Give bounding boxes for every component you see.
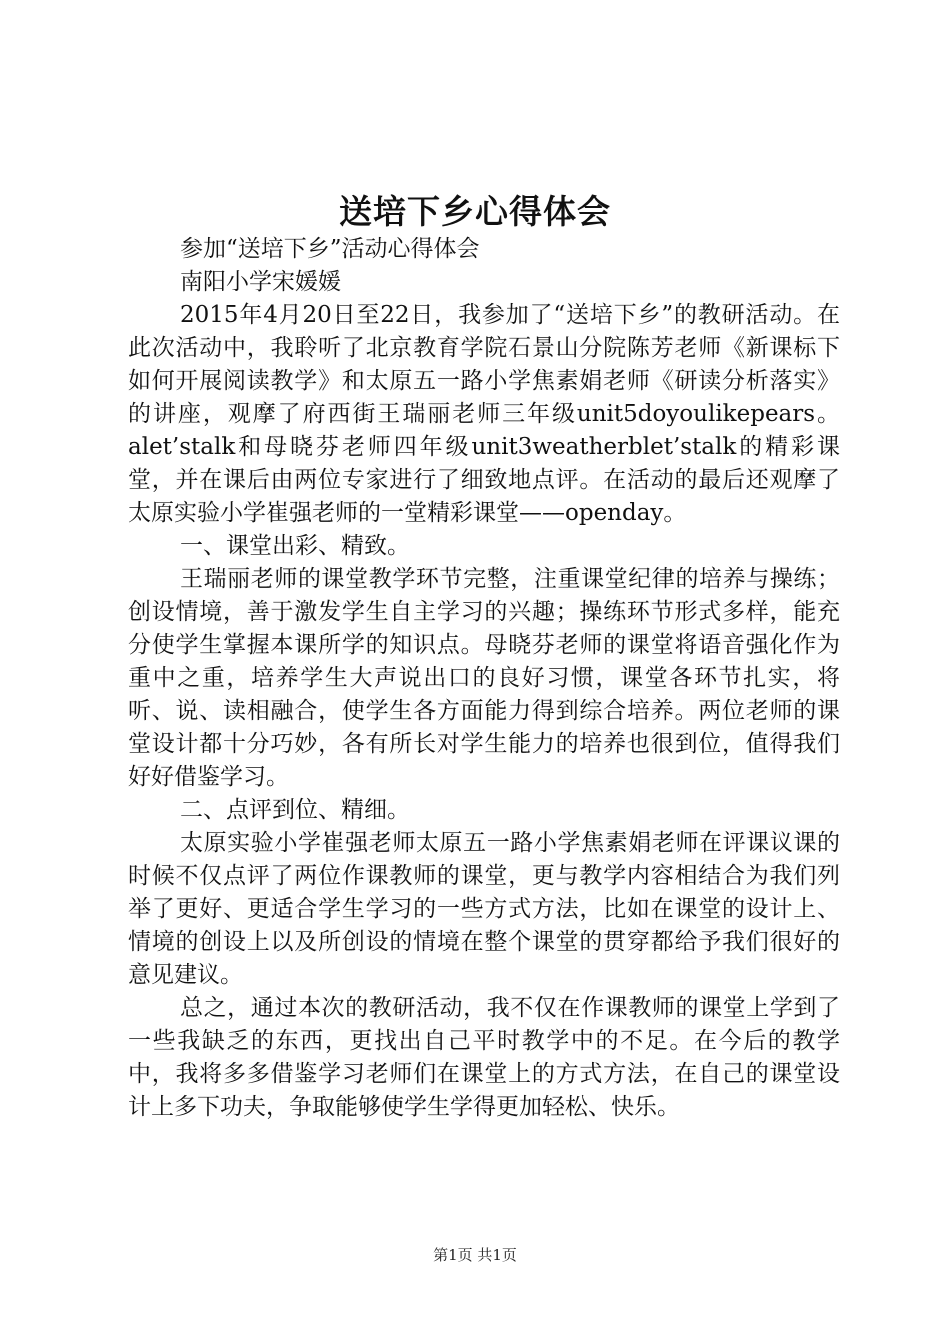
section-body-1: 王瑞丽老师的课堂教学环节完整，注重课堂纪律的培养与操练；创设情境，善于激发学生自主学习的兴趣；操练环节形式多样，能充分使学生掌握本课所学的知识点。母晓芬老师的课堂将语音强化作为重中之重，培养学生大声说出口的良好习惯，课堂各环节扎实，将听、说、读相融合，使学生各方面能力得到综合培养。两位老师的课堂设计都十分巧妙，各有所长对学生能力的培养也很到位，值得我们好好借鉴学习。	[128, 566, 840, 790]
section-body-2: 太原实验小学崔强老师太原五一路小学焦素娟老师在评课议课的时候不仅点评了两位作课教师的课堂，更与教学内容相结合为我们列举了更好、更适合学生学习的一些方式方法，比如在课堂的设计上、情境的创设上以及所创设的情境在整个课堂的贯穿都给予我们很好的意见建议。	[128, 830, 840, 988]
author-paragraph: 南阳小学宋媛媛	[180, 269, 341, 295]
document-body	[128, 233, 840, 1124]
conclusion-paragraph: 总之，通过本次的教研活动，我不仅在作课教师的课堂上学到了一些我缺乏的东西，更找出自己平时教学中的不足。在今后的教学中，我将多多借鉴学习老师们在课堂上的方式方法，在自己的课堂设计上多下功夫，争取能够使学生学得更加轻松、快乐。	[128, 995, 840, 1120]
document-title: 送培下乡心得体会	[339, 192, 611, 231]
intro-paragraph: 2015年4月20日至22日，我参加了“送培下乡”的教研活动。在此次活动中，我聆听了北京教育学院石景山分院陈芳老师《新课标下如何开展阅读教学》和太原五一路小学焦素娟老师《研读分析落实》的讲座，观摩了府西街王瑞丽老师三年级unit5doyoulikepears。alet’stalk和母晓芬老师四年级unit3weatherblet’stalk的精彩课堂，并在课后由两位专家进行了细致地点评。在活动的最后还观摩了太原实验小学崔强老师的一堂精彩课堂——openday。	[128, 302, 840, 526]
subtitle-paragraph: 参加“送培下乡”活动心得体会	[180, 236, 480, 262]
page-number-footer: 第1页 共1页	[433, 1246, 517, 1264]
section-heading-2: 二、点评到位、精细。	[180, 797, 410, 823]
section-heading-1: 一、课堂出彩、精致。	[180, 533, 410, 559]
